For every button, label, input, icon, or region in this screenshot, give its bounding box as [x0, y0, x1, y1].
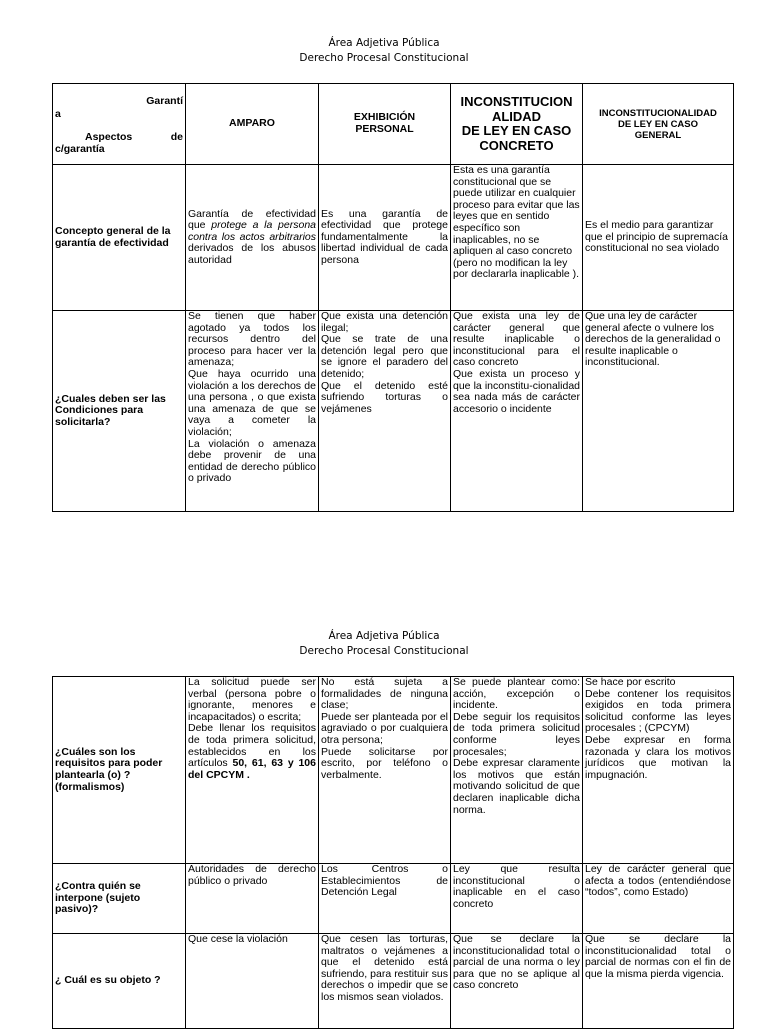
cell-amparo-requisitos	[186, 677, 319, 864]
header-amparo: AMPARO	[186, 84, 319, 165]
cell-caso-requisitos: Se puede plantear como: acción, excepción o incidente. Debe seguir los requisitos de toda primera solicitud conforme leyes procesales; Debe expresar claramente los motivos que están motivando solicitud de que declaren inaplicable dicha norma.	[451, 677, 583, 864]
cell-caso-sujeto: Ley que resulta inconstitucional o inaplicable en el caso concreto	[451, 864, 583, 934]
cell-exhibicion-objeto: Que cesen las torturas, maltratos o vejámenes a que el detenido está sufriendo, para restituir sus derechos o impedir que se los mismos sean violados.	[319, 934, 451, 1029]
comparison-table-2	[52, 676, 734, 1029]
cell-caso-concepto: Esta es una garantía constitucional que se puede utilizar en cualquier proceso para evitar que las leyes que en sentido específico son inaplicables, no se apliquen al caso concreto (pero no modifican la ley por declararla inaplicable ).	[451, 165, 583, 311]
comparison-table-1	[52, 83, 734, 512]
amparo-requisitos-b: 50, 61, 63 y 106 del CPCYM .	[188, 757, 316, 781]
corner-aspectos-left: Aspectos	[85, 131, 133, 144]
cell-caso-condiciones: Que exista una ley de carácter general que resulte inaplicable o inconstitucional para el caso concreto Que exista un proceso y que la inconstitu-cionalidad sea nada más de carácter accesorio o incidente	[451, 311, 583, 512]
row-label-concepto: Concepto general de la garantía de efectividad	[53, 165, 186, 311]
amparo-concepto-c: derivados de los abusos autoridad	[188, 242, 316, 266]
cell-exhibicion-sujeto: Los Centros o Establecimientos de Detención Legal	[319, 864, 451, 934]
cell-general-sujeto: Ley de carácter general que afecta a todos (entendiéndose “todos”, como Estado)	[583, 864, 734, 934]
amparo-concepto-b: protege a la persona contra los actos arbitrarios	[188, 219, 316, 243]
corner-last: c/garantía	[55, 142, 105, 155]
cell-general-condiciones: Que una ley de carácter general afecte o vulnere los derechos de la generalidad o resulte inaplicable o inconstitucional.	[583, 311, 734, 512]
cell-general-requisitos: Se hace por escrito Debe contener los requisitos exigidos en toda primera solicitud conforme las leyes procesales ; (CPCYM) Debe expresar en forma razonada y clara los motivos jurídicos que motivan la impugnación.	[583, 677, 734, 864]
row-label-objeto: ¿ Cuál es su objeto ?	[53, 934, 186, 1029]
cell-caso-objeto: Que se declare la inconstitucionalidad total o parcial de una norma o ley para que no se aplique al caso concreto	[451, 934, 583, 1029]
header-area: Área Adjetiva Pública	[328, 37, 440, 49]
header-row	[53, 84, 734, 165]
amparo-concepto-a: Garantía de efectividad que	[188, 207, 316, 232]
page-header-top	[0, 36, 768, 66]
header-course-2: Derecho Procesal Constitucional	[299, 645, 469, 657]
row-label-sujeto-pasivo: ¿Contra quién se interpone (sujeto pasivo)?	[53, 864, 186, 934]
header-area-2: Área Adjetiva Pública	[328, 630, 440, 642]
cell-amparo-condiciones: Se tienen que haber agotado ya todos los recursos dentro del proceso para hacer ver la amenaza; Que haya ocurrido una violación a los derechos de una persona , o que exista una amenaza de que se vaya a cometer la violación; La violación o amenaza debe provenir de una entidad de derecho público o privado	[186, 311, 319, 512]
row-label-requisitos: ¿Cuáles son los requisitos para poder plantearla (o) ? (formalismos)	[53, 677, 186, 864]
table-row	[53, 311, 734, 512]
header-inconstitucionalidad-caso: INCONSTITUCION ALIDAD DE LEY EN CASO CONCRETO	[451, 84, 583, 165]
cell-general-concepto: Es el medio para garantizar que el principio de supremacía constitucional no sea violado	[583, 165, 734, 311]
row-label-condiciones: ¿Cuales deben ser las Condiciones para solicitarla?	[53, 311, 186, 512]
header-exhibicion: EXHIBICIÓN PERSONAL	[319, 84, 451, 165]
cell-general-objeto: Que se declare la inconstitucionalidad total o parcial de normas con el fin de que la misma pierda vigencia.	[583, 934, 734, 1029]
corner-aspectos-right: de	[170, 131, 183, 144]
table-row	[53, 864, 734, 934]
page-header-second	[0, 629, 768, 659]
cell-amparo-concepto	[186, 165, 319, 311]
cell-exhibicion-condiciones: Que exista una detención ilegal; Que se trate de una detención legal pero que se ignore el paradero del detenido; Que el detenido esté sufriendo torturas o vejámenes	[319, 311, 451, 512]
table-row	[53, 934, 734, 1029]
table-row	[53, 165, 734, 311]
cell-amparo-sujeto: Autoridades de derecho público o privado	[186, 864, 319, 934]
header-inconstitucionalidad-general: INCONSTITUCIONALIDAD DE LEY EN CASO GENERAL	[583, 84, 734, 165]
cell-exhibicion-concepto: Es una garantía de efectividad que protege fundamentalmente la libertad individual de cada persona	[319, 165, 451, 311]
corner-top: Garantí	[146, 95, 183, 107]
cell-exhibicion-requisitos: No está sujeta a formalidades de ninguna clase; Puede ser planteada por el agraviado o por cualquiera otra persona; Puede solicitarse por escrito, por teléfono o verbalmente.	[319, 677, 451, 864]
corner-mid: a	[55, 107, 61, 120]
cell-amparo-objeto: Que cese la violación	[186, 934, 319, 1029]
header-course: Derecho Procesal Constitucional	[299, 52, 469, 64]
amparo-requisitos-a: La solicitud puede ser verbal (persona pobre o ignorante, menores e incapacitados) o escrita; Debe llenar los requisitos de toda primera solicitud, establecidos en los artículos	[188, 676, 316, 770]
corner-cell	[53, 84, 186, 165]
table-row	[53, 677, 734, 864]
